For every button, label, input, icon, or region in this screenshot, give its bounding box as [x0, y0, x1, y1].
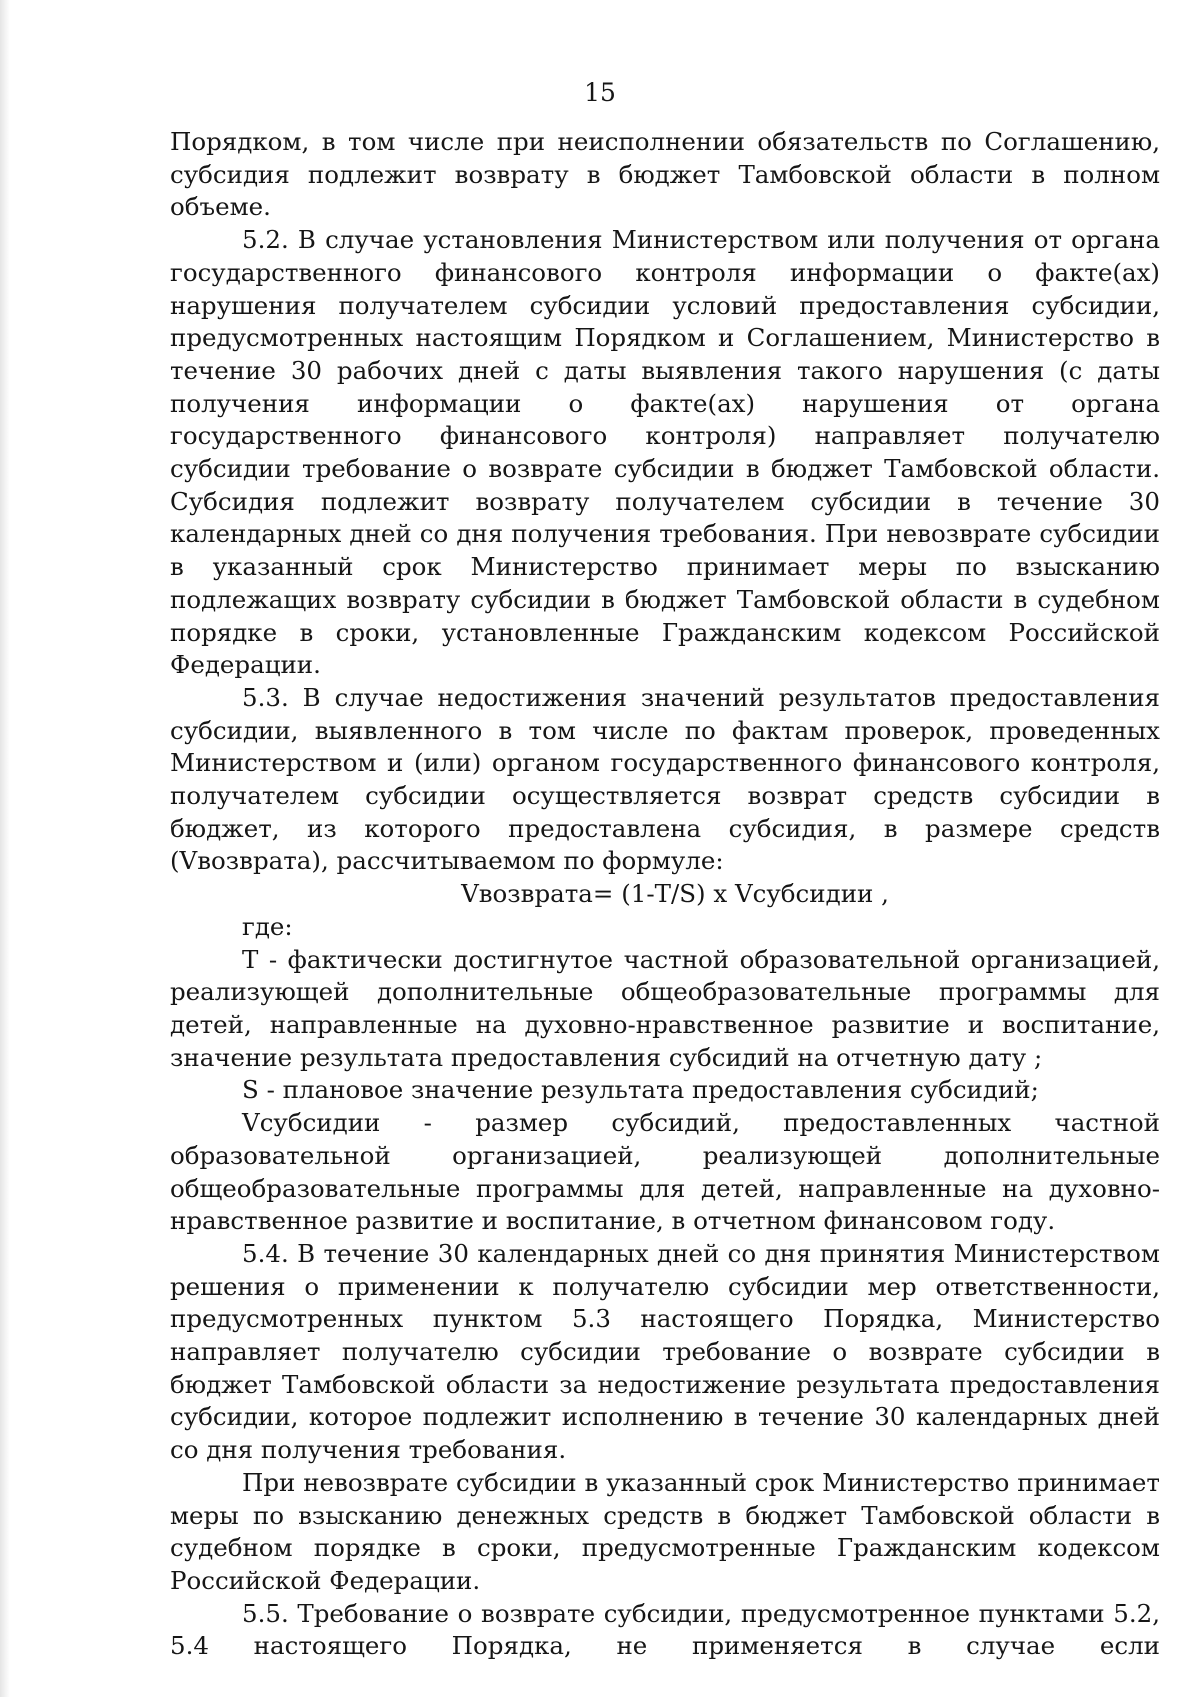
document-body — [170, 126, 1160, 1663]
paragraph-5-5: 5.5. Требование о возврате субсидии, предусмотренное пунктами 5.2, 5.4 настоящего Порядка, не применяется в случае если — [170, 1598, 1160, 1661]
paragraph-continuation: Порядком, в том числе при неисполнении обязательств по Соглашению, субсидия подлежит возврату в бюджет Тамбовской области в полном объеме. — [170, 127, 1160, 222]
paragraph-5-2: 5.2. В случае установления Министерством или получения от органа государственного финансового контроля информации о факте(ах) нарушения получателем субсидии условий предоставления субсидии, предусмотренных настоящим Порядком и Соглашением, Министерство в течение 30 рабочих дней с даты выявления такого нарушения (с даты получения информации о факте(ах) нарушения от органа государственного финансового контроля) направляет получателю субсидии требование о возврате субсидии в бюджет Тамбовской области. Субсидия подлежит возврату получателем субсидии в течение 30 календарных дней со дня получения требования. При невозврате субсидии в указанный срок Министерство принимает меры по взысканию подлежащих возврату субсидии в бюджет Тамбовской области в судебном порядке в сроки, установленные Гражданским кодексом Российской Федерации. — [170, 225, 1160, 680]
paragraph-5-4: 5.4. В течение 30 календарных дней со дня принятия Министерством решения о применении к получателю субсидии мер ответственности, предусмотренных пунктом 5.3 настоящего Порядка, Министерство направляет получателю субсидии требование о возврате субсидии в бюджет Тамбовской области за недостижение результата предоставления субсидии, которое подлежит исполнению в течение 30 календарных дней со дня получения требования. — [170, 1238, 1160, 1465]
definition-t: Т - фактически достигнутое частной образовательной организацией, реализующей дополнительные общеобразовательные программы для детей, направленные на духовно-нравственное развитие и воспитание, значение результата предоставления субсидий на отчетную дату ; — [170, 944, 1160, 1072]
paragraph-non-return: При невозврате субсидии в указанный срок Министерство принимает меры по взысканию денежных средств в бюджет Тамбовской области в судебном порядке в сроки, предусмотренные Гражданским кодексом Российской Федерации. — [170, 1467, 1160, 1595]
paragraph-5-3: 5.3. В случае недостижения значений результатов предоставления субсидии, выявленного в том числе по фактам проверок, проведенных Министерством и (или) органом государственного финансового контроля, получателем субсидии осуществляется возврат средств субсидии в бюджет, из которого предоставлена субсидия, в размере средств (Vвозврата), рассчитываемом по формуле: — [170, 682, 1160, 876]
definition-v-subsidy: Vсубсидии - размер субсидий, предоставленных частной образовательной организацией, реализующей дополнительные общеобразовательные программы для детей, направленные на духовно-нравственное развитие и воспитание, в отчетном финансовом году. — [170, 1108, 1160, 1236]
formula-where: где: — [242, 911, 293, 941]
page-number: 15 — [584, 78, 616, 107]
definition-s: S - плановое значение результата предоставления субсидий; — [242, 1075, 1039, 1105]
scan-edge-shadow — [0, 0, 10, 1697]
return-formula: Vвозврата= (1-T/S) х Vсубсидии , — [461, 879, 889, 909]
